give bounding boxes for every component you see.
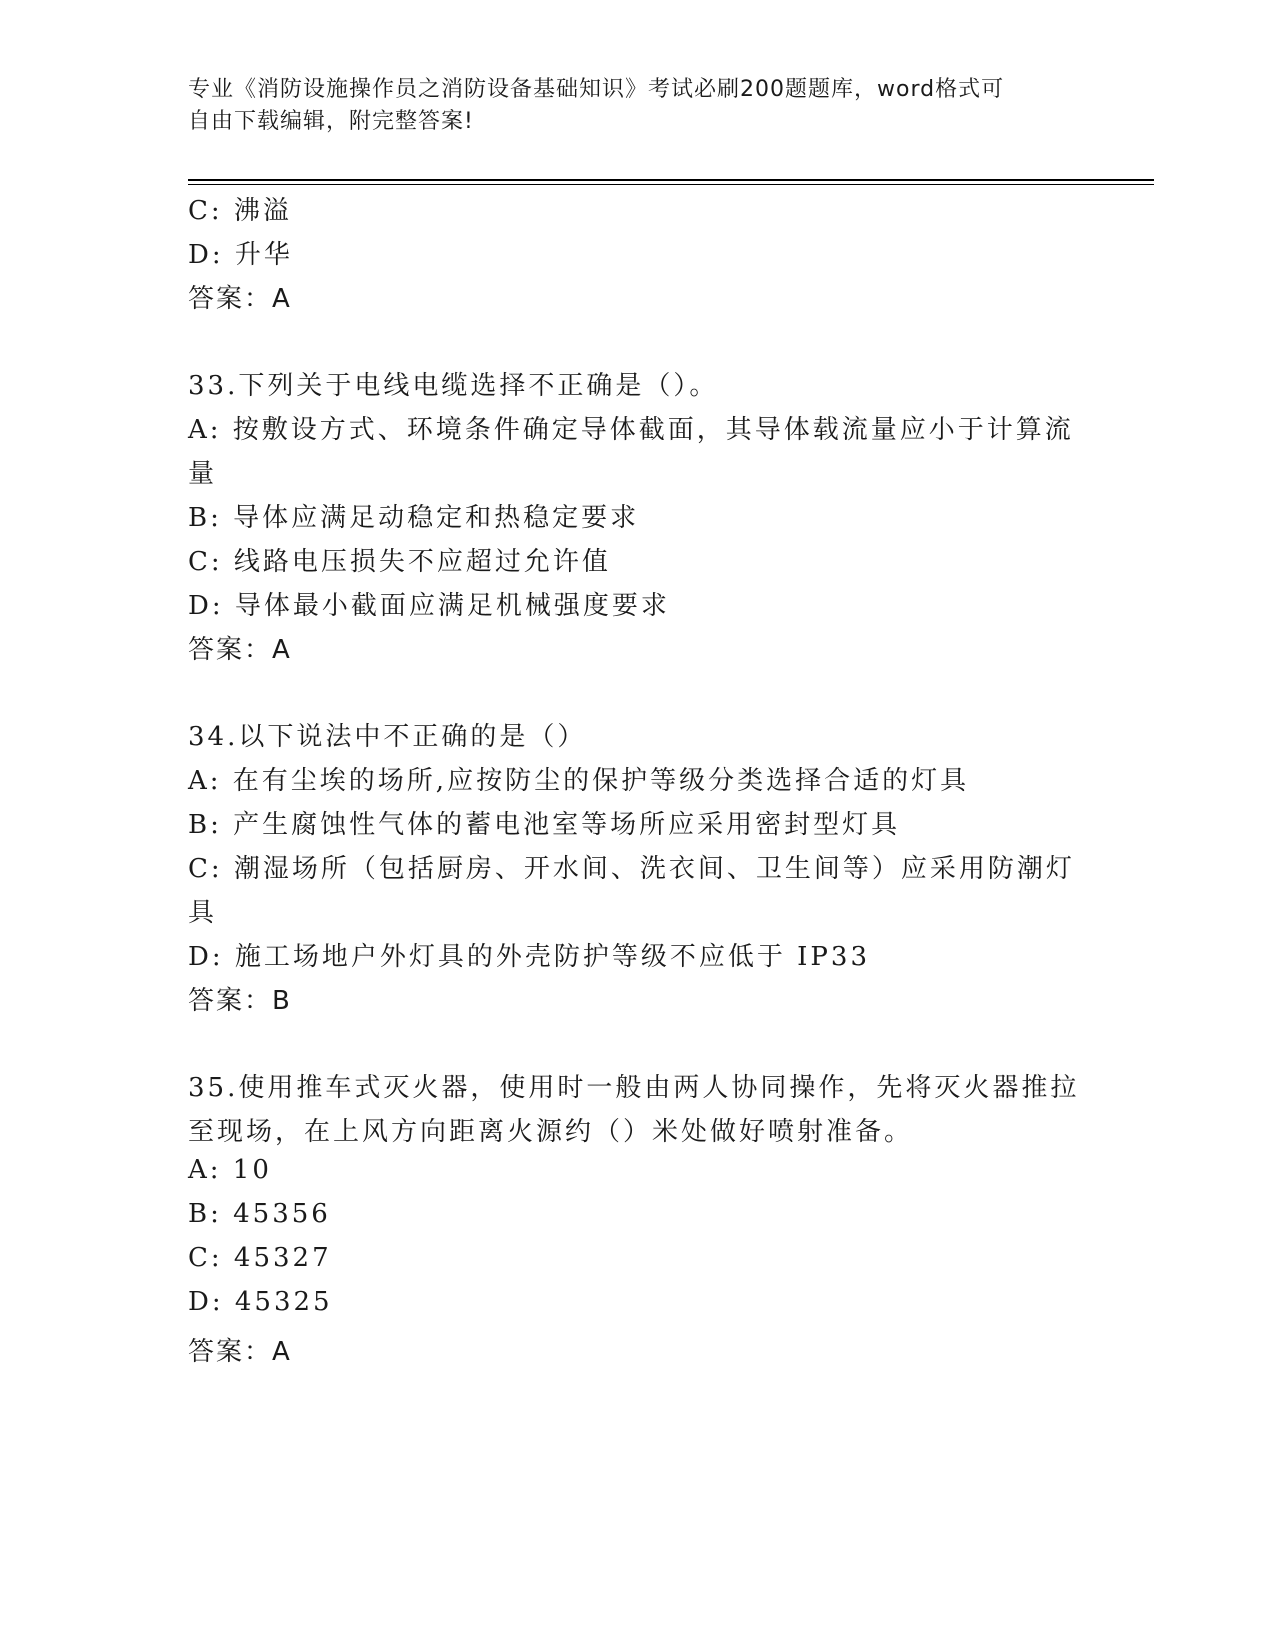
q34-option-c-cont: 具 [188, 898, 218, 928]
header-line-2: 自由下载编辑，附完整答案! [188, 109, 474, 134]
q34-stem: 34.以下说法中不正确的是（） [188, 722, 587, 752]
q35-option-a: A: 10 [188, 1155, 272, 1185]
q35-option-b: B: 45356 [188, 1199, 331, 1229]
prev-answer: 答案：A [188, 284, 292, 314]
q35-option-d: D: 45325 [188, 1287, 333, 1317]
q35-answer: 答案：A [188, 1337, 292, 1367]
header-line-1: 专业《消防设施操作员之消防设备基础知识》考试必刷200题题库，word格式可 [188, 77, 1005, 102]
q33-answer: 答案：A [188, 635, 292, 665]
q33-option-d: D: 导体最小截面应满足机械强度要求 [188, 591, 670, 621]
prev-option-d: D: 升华 [188, 240, 293, 270]
q33-option-c: C: 线路电压损失不应超过允许值 [188, 547, 611, 577]
q34-option-a: A: 在有尘埃的场所,应按防尘的保护等级分类选择合适的灯具 [188, 766, 970, 796]
q35-stem-cont: 至现场，在上风方向距离火源约（）米处做好喷射准备。 [188, 1117, 914, 1147]
q33-option-a: A: 按敷设方式、环境条件确定导体截面，其导体载流量应小于计算流 [188, 415, 1074, 445]
q35-option-c: C: 45327 [188, 1243, 332, 1273]
header-rule-thick [188, 179, 1154, 181]
q35-stem: 35.使用推车式灭火器，使用时一般由两人协同操作，先将灭火器推拉 [188, 1073, 1080, 1103]
q33-option-a-cont: 量 [188, 459, 218, 489]
document-header [188, 74, 1088, 138]
prev-option-c: C: 沸溢 [188, 196, 292, 226]
q34-answer: 答案：B [188, 986, 292, 1016]
q34-option-d: D: 施工场地户外灯具的外壳防护等级不应低于 IP33 [188, 942, 870, 972]
q33-stem: 33.下列关于电线电缆选择不正确是（）。 [188, 371, 719, 401]
header-rule-thin [188, 184, 1154, 185]
q33-option-b: B: 导体应满足动稳定和热稳定要求 [188, 503, 640, 533]
q34-option-c: C: 潮湿场所（包括厨房、开水间、洗衣间、卫生间等）应采用防潮灯 [188, 854, 1075, 884]
q34-option-b: B: 产生腐蚀性气体的蓄电池室等场所应采用密封型灯具 [188, 810, 901, 840]
